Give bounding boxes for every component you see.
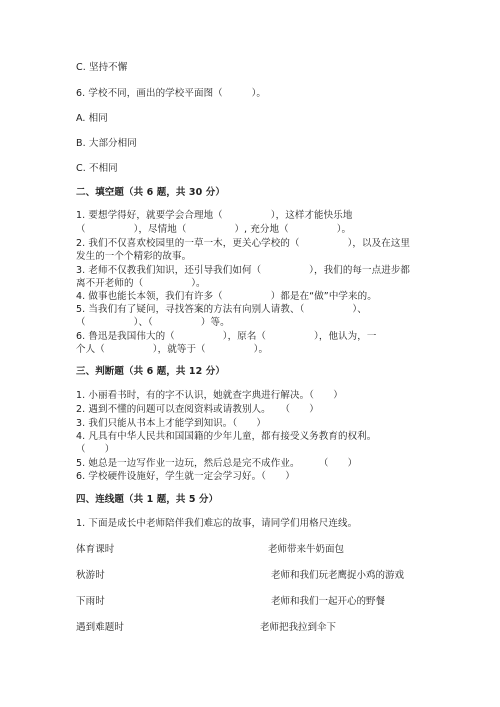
matching-right-item: 老师和我们一起开心的野餐 (271, 596, 386, 607)
fill-in-line: 个人（ ），就等于（ ）。 (76, 344, 269, 355)
fill-in-line: 4. 做事也能长本领，我们有许多（ ）都是在“做”中学来的。 (76, 291, 377, 302)
matching-right-item: 老师带来牛奶面包 (268, 544, 345, 555)
fill-in-line: 1. 要想学得好，就要学会合理地（ ），这样才能快乐地 (76, 210, 353, 221)
fill-in-line: 2. 我们不仅喜欢校园里的一草一木，更关心学校的（ ），以及在这里 (76, 238, 411, 249)
q6-option-b: B. 大部分相同 (76, 138, 137, 149)
fill-in-line: 5. 当我们有了疑问，寻找答案的方法有向别人请教、（ ）、 (76, 304, 367, 315)
true-false-line: （ ） (76, 444, 115, 455)
fill-in-line: 发生的一个个精彩的故事。 (76, 251, 192, 262)
q6-stem: 6. 学校不同，画出的学校平面图（ ）。 (76, 88, 267, 99)
matching-left-item: 遇到难题时 (76, 622, 125, 633)
matching-left-item: 体育课时 (76, 544, 115, 555)
true-false-line: 6. 学校硬件设施好，学生就一定会学习好。（ ） (76, 471, 295, 482)
q5-option-c: C. 坚持不懈 (76, 62, 128, 73)
true-false-line: 2. 遇到不懂的问题可以查阅资料或请教别人。 （ ） (76, 404, 319, 415)
true-false-line: 5. 她总是一边写作业一边玩，然后总是完不成作业。 （ ） (76, 458, 358, 469)
fill-in-line: 6. 鲁迅是我国伟大的（ ），原名（ ），他认为，一 (76, 331, 377, 342)
fill-in-line: （ ）、（ ）等。 (76, 317, 230, 328)
matching-question: 1. 下面是成长中老师陪伴我们难忘的故事，请同学们用格尺连线。 (76, 518, 358, 529)
matching-right-item: 老师和我们玩老鹰捉小鸡的游戏 (271, 570, 405, 581)
fill-in-line: 3. 老师不仅教我们知识，还引导我们如何（ ），我们的每一点进步都 (76, 265, 411, 276)
section-true-false-heading: 三、判断题（共 6 题，共 12 分） (76, 366, 225, 377)
section-matching-heading: 四、连线题（共 1 题，共 5 分） (76, 494, 219, 505)
true-false-line: 4. 凡具有中华人民共和国国籍的少年儿童，都有接受义务教育的权利。 (76, 431, 377, 442)
fill-in-line: 离不开老师的（ ）。 (76, 278, 206, 289)
matching-left-item: 秋游时 (76, 570, 105, 581)
matching-left-item: 下雨时 (76, 596, 105, 607)
true-false-line: 1. 小丽看书时，有的字不认识，她就查字典进行解决。（ ） (76, 390, 343, 401)
fill-in-line: （ ），尽情地（ ）, 充分地（ ）。 (76, 224, 352, 235)
q6-option-c: C. 不相同 (76, 163, 118, 174)
true-false-line: 3. 我们只能从书本上才能学到知识。（ ） (76, 418, 267, 429)
q6-option-a: A. 相同 (76, 113, 108, 124)
section-fill-in-heading: 二、填空题（共 6 题，共 30 分） (76, 187, 225, 198)
matching-right-item: 老师把我拉到伞下 (260, 622, 337, 633)
